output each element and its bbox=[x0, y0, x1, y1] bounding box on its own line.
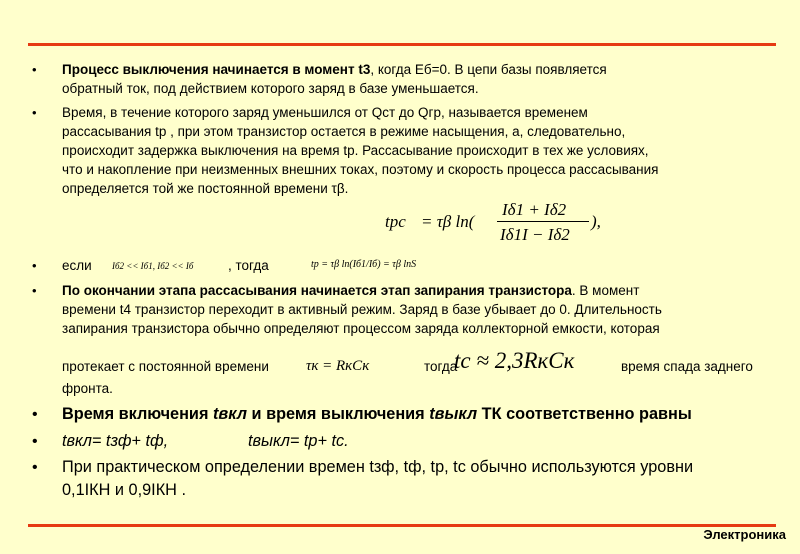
para4-tau: τк = RкCк bbox=[306, 358, 370, 374]
para3-condition: Iб2 << Iб1, Iб2 << Iб bbox=[112, 261, 194, 271]
para4-line2: времени t4 транзистор переходит в активный режим. Заряд в базе убывает до 0. Длительность bbox=[62, 302, 662, 317]
para4-line5: фронта. bbox=[62, 381, 113, 396]
para5-e: ТК соответственно равны bbox=[477, 405, 692, 423]
para3-if: если bbox=[62, 258, 92, 273]
para4-line4a: протекает с постоянной времени bbox=[62, 359, 269, 374]
para5-tvykl: tвыкл bbox=[429, 405, 478, 423]
formula-denominator: Iδ1I − Iδ2 bbox=[500, 225, 570, 244]
para7-line1: При практическом определении времен tзф, tф, tр, tс обычно используются уровни bbox=[62, 458, 694, 476]
para1-rest: , когда Eб=0. В цепи базы появляется bbox=[370, 62, 607, 77]
para2-line3: происходит задержка выключения на время tр. Рассасывание происходит в тех же условиях, bbox=[62, 143, 649, 158]
para4-bold: По окончании этапа рассасывания начинается этап запирания транзистора bbox=[62, 283, 572, 298]
para3-result: tр = τβ ln(Iб1/Iб) = τβ lnS bbox=[311, 259, 417, 270]
formula-eq: = τβ ln( bbox=[421, 212, 475, 231]
formula-tail: ), bbox=[591, 212, 601, 231]
formula-fraction-bar bbox=[497, 221, 589, 222]
para2-line4: что и накопление при неизменных внешних токах, поэтому и скорость процесса рассасывания bbox=[62, 162, 659, 177]
bullet-7: • bbox=[32, 459, 38, 476]
para4-tc-formula: tс ≈ 2,3RкCк bbox=[454, 348, 575, 373]
bullet-1: • bbox=[32, 62, 37, 77]
para4-then: тогда bbox=[424, 359, 458, 374]
bullet-6: • bbox=[32, 433, 38, 450]
footer-label: Электроника bbox=[703, 527, 786, 542]
para6-a: tвкл= tзф+ tф, bbox=[62, 432, 169, 450]
formula-numerator: Iδ1 + Iδ2 bbox=[502, 200, 567, 219]
para2-line5: определяется той же постоянной времени τβ. bbox=[62, 181, 349, 196]
para5-a: Время включения bbox=[62, 405, 213, 423]
para4-line3: запирания транзистора обычно определяют процессом заряда коллекторной емкости, которая bbox=[62, 321, 660, 336]
para1-line2: обратный ток, под действием которого заряд в базе уменьшается. bbox=[62, 81, 479, 96]
para2-line2: рассасывания tр , при этом транзистор остается в режиме насыщения, а, следовательно, bbox=[62, 124, 626, 139]
para3-then: , тогда bbox=[228, 258, 269, 273]
para7-line2: 0,1IКН и 0,9IКН . bbox=[62, 481, 186, 499]
bullet-3: • bbox=[32, 258, 37, 273]
formula-lhs: tрс bbox=[385, 212, 406, 231]
bottom-rule bbox=[28, 524, 776, 527]
para1-bold: Процесс выключения начинается в момент t3 bbox=[62, 62, 371, 77]
para5-line bbox=[62, 405, 692, 424]
bullet-4: • bbox=[32, 283, 37, 298]
bullet-2: • bbox=[32, 105, 37, 120]
para2-line1: Время, в течение которого заряд уменьшился от Qст до Qгр, называется временем bbox=[62, 105, 588, 120]
bullet-5: • bbox=[32, 406, 38, 423]
top-rule bbox=[28, 43, 776, 46]
para6-b: tвыкл= tр+ tс. bbox=[248, 432, 349, 450]
para4-line4b: время спада заднего bbox=[621, 359, 753, 374]
para4-rest: . В момент bbox=[571, 283, 640, 298]
para1-line1 bbox=[62, 62, 607, 77]
para4-line1 bbox=[62, 283, 639, 298]
para5-tvkl: tвкл bbox=[212, 405, 248, 423]
para5-c: и время выключения bbox=[247, 405, 430, 423]
